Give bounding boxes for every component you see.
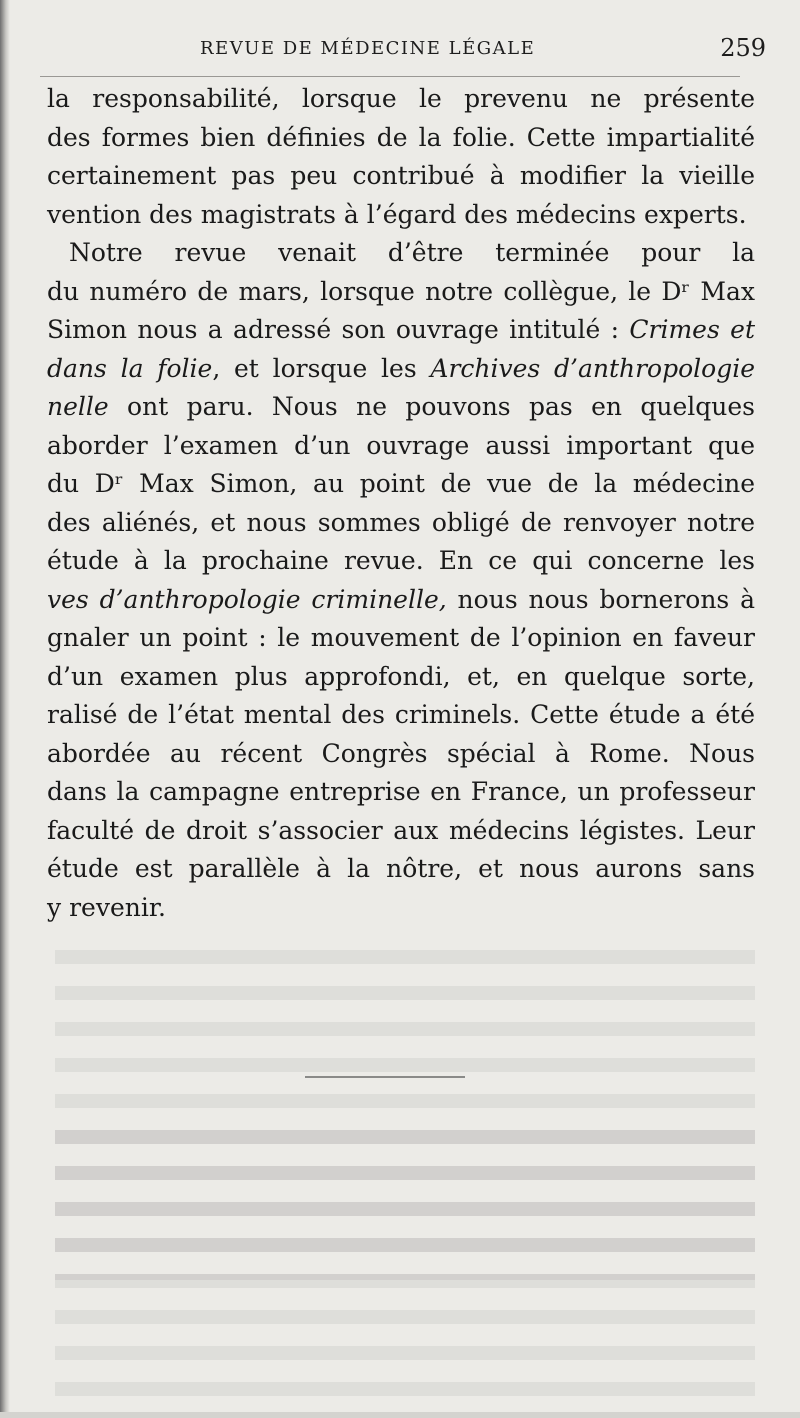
page-number: 259 — [720, 34, 766, 62]
text-line: Notre revue venait d’être terminée pour la — [69, 238, 755, 267]
body-text — [47, 80, 755, 927]
text-run: étude à la prochaine revue. En ce qui concerne les — [47, 546, 755, 575]
book-title-italic: Crimes et — [629, 315, 755, 344]
text-line: faculté de droit s’associer aux médecins légistes. Leur — [47, 815, 755, 845]
text-line: d’un examen plus approfondi, et, en quelque sorte, — [47, 661, 755, 691]
text-line: dans la campagne entreprise en France, un professeur — [47, 777, 755, 806]
text-line: des formes bien définies de la folie. Cette impartialité — [47, 122, 755, 152]
text-line — [47, 581, 755, 620]
text-line: abordée au récent Congrès spécial à Rome. Nous — [47, 738, 755, 768]
text-line: du Dʳ Max Simon, au point de vue de la médecine — [47, 469, 755, 498]
page-binding-shadow — [0, 0, 10, 1418]
text-line: vention des magistrats à l’égard des médecins experts. — [47, 199, 747, 229]
page-bottom-edge — [0, 1412, 800, 1418]
text-line — [47, 542, 755, 581]
journal-title-italic: Archives d’anthropologie — [430, 353, 755, 383]
text-line: aborder l’examen d’un ouvrage aussi important que — [47, 430, 755, 460]
text-line: étude est parallèle à la nôtre, et nous aurons sans — [47, 854, 755, 883]
bleed-through-rule — [305, 1076, 465, 1078]
bleed-through-block-lower — [55, 1130, 755, 1400]
text-line: du numéro de mars, lorsque notre collègue, le Dʳ Max — [47, 276, 755, 306]
text-line — [47, 350, 755, 389]
text-line: la responsabilité, lorsque le prevenu ne présente — [47, 84, 755, 113]
text-line — [47, 311, 755, 350]
text-line: des aliénés, et nous sommes obligé de renvoyer notre — [47, 507, 755, 537]
text-run: , et lorsque les — [212, 353, 431, 383]
text-line: certainement pas peu contribué à modifier la vieille — [47, 161, 755, 190]
book-title-italic: dans la folie — [47, 353, 213, 383]
text-run: Simon nous a adressé son ouvrage intitulé : — [47, 315, 630, 344]
text-run: nous nous bornerons à — [457, 584, 755, 614]
text-run: ont paru. Nous ne pouvons pas en quelques — [127, 392, 755, 421]
text-line: gnaler un point : le mouvement de l’opinion en faveur — [47, 623, 755, 652]
text-line: ralisé de l’état mental des criminels. Cette étude a été — [47, 700, 755, 729]
journal-title-italic: nelle — [47, 392, 109, 421]
running-title: REVUE DE MÉDECINE LÉGALE — [200, 38, 536, 59]
text-line — [47, 388, 755, 427]
text-line: y revenir. — [47, 892, 166, 922]
journal-title-italic: ves d’anthropologie criminelle, — [47, 584, 447, 614]
header-rule — [40, 76, 740, 77]
